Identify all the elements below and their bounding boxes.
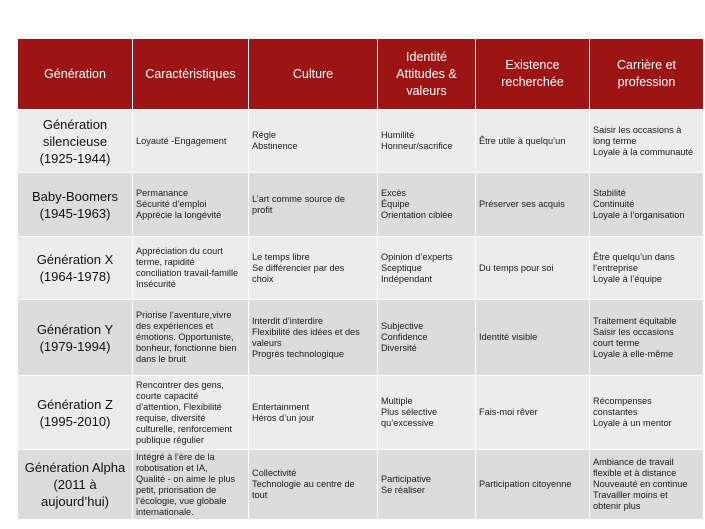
cell-carriere-line: court terme (593, 337, 640, 348)
cell-caracteristiques-line: Insécurité (136, 279, 176, 289)
cell-name-line: Baby-Boomers (32, 188, 118, 204)
cell-carriere-line: Loyale à l’équipe (593, 273, 662, 284)
cell-identite-line: Équipe (381, 199, 410, 209)
cell-caracteristiques-line: publique régulier (136, 434, 204, 445)
cell-existence (476, 376, 590, 450)
header-identite-line: Identité (405, 49, 447, 64)
cell-culture (249, 237, 378, 300)
cell-culture-line: Le temps libre (252, 251, 310, 262)
header-existence (476, 39, 590, 110)
cell-caracteristiques-line: requise, diversité (136, 412, 206, 423)
cell-carriere-line: flexible et à distance (593, 468, 677, 478)
cell-identite-line: Excès (381, 188, 407, 198)
cell-carriere-line: constantes (593, 407, 638, 417)
cell-caracteristiques-line: Permanance (136, 188, 189, 198)
cell-carriere-line: Traitement équitable (593, 315, 677, 326)
table-row (18, 450, 704, 520)
cell-name-line: silencieuse (42, 133, 108, 149)
cell-carriere-line: Travailler moins et (593, 490, 668, 500)
cell-identite (378, 376, 476, 450)
cell-caracteristiques-line: robotisation et IA, (136, 462, 208, 473)
cell-name (18, 237, 133, 300)
cell-caracteristiques-line: petit, priorisation de (136, 484, 217, 495)
cell-culture (249, 173, 378, 237)
cell-carriere-line: Saisir les occasions à (593, 124, 682, 135)
table-row (18, 237, 704, 300)
cell-caracteristiques-line: Intégré à l’ère de la (136, 451, 215, 462)
cell-identite-line: Sceptique (381, 262, 422, 273)
cell-name-line: Génération Y (36, 321, 114, 337)
cell-carriere (590, 110, 704, 173)
cell-caracteristiques-line: des expériences et (136, 321, 214, 331)
cell-culture-line: Entertainment (252, 401, 310, 412)
cell-carriere-line: Stabilité (593, 188, 626, 198)
cell-carriere-line: l’entreprise (593, 262, 638, 273)
cell-name-line: (2011 à (53, 477, 97, 492)
cell-culture-line: Se différencier par des (252, 262, 345, 273)
cell-caracteristiques-line: l’écologie, vue globale (136, 495, 227, 506)
cell-culture-line: Abstinence (252, 141, 298, 151)
cell-caracteristiques-line: terme, rapidité (136, 257, 195, 267)
cell-carriere (590, 173, 704, 237)
cell-culture-line: Progrès technologique (252, 348, 344, 359)
cell-identite-line: Humilité (381, 130, 415, 140)
cell-identite (378, 450, 476, 520)
cell-caracteristiques (133, 110, 249, 173)
header-identite-line: Attitudes & (396, 66, 457, 81)
cell-name-line: Génération Z (37, 396, 113, 412)
cell-identite-line: qu’excessive (381, 418, 434, 428)
cell-caracteristiques-line: d’attention, Flexibilité (136, 401, 222, 412)
cell-identite (378, 110, 476, 173)
cell-existence (476, 173, 590, 237)
header-caracteristiques-label: Caractéristiques (145, 66, 236, 81)
cell-carriere-line: Loyale à l’organisation (593, 210, 685, 220)
cell-name (18, 376, 133, 450)
cell-caracteristiques-line: Loyauté -Engagement (136, 135, 227, 146)
cell-carriere (590, 237, 704, 300)
cell-carriere (590, 450, 704, 520)
cell-identite-line: Opinion d’experts (381, 251, 453, 262)
cell-identite-line: Participative (381, 473, 432, 484)
header-carriere-line: profession (617, 75, 676, 89)
cell-culture-line: Interdit d’interdire (252, 315, 323, 326)
cell-caracteristiques-line: dans le bruit (136, 354, 187, 364)
cell-culture-line: Collectivité (252, 468, 297, 478)
header-identite (378, 39, 476, 110)
cell-identite-line: Diversité (381, 343, 417, 353)
cell-culture-line: Technologie au centre de (252, 479, 355, 489)
cell-carriere-line: Ambiance de travail (593, 457, 674, 467)
cell-carriere-line: obtenir plus (593, 501, 641, 511)
cell-caracteristiques-line: conciliation travail-famille (136, 268, 239, 278)
cell-carriere-line: Saisir les occasions (593, 326, 674, 337)
cell-name (18, 173, 133, 237)
cell-name-line: (1945-1963) (39, 205, 111, 221)
header-generation (18, 39, 133, 110)
cell-name-line: (1964-1978) (39, 269, 111, 284)
cell-culture-line: L’art comme source de (252, 193, 345, 204)
cell-existence-line: Fais-moi rêver (479, 407, 538, 417)
cell-existence-line: Identité visible (479, 332, 538, 342)
cell-caracteristiques-line: courte capacité (136, 390, 199, 401)
cell-name-line: (1995-2010) (39, 413, 111, 429)
cell-identite-line: Orientation ciblée (381, 210, 453, 220)
cell-caracteristiques (133, 300, 249, 376)
cell-caracteristiques-line: Qualité - on aime le plus (136, 473, 236, 484)
cell-carriere-line: Continuité (593, 199, 635, 209)
header-existence-line: Existence (505, 58, 560, 72)
cell-caracteristiques-line: Apprécie la longévité (136, 210, 222, 220)
cell-name-line: Génération (42, 116, 108, 132)
cell-name (18, 110, 133, 173)
cell-culture-line: Flexibilité des idées et des (252, 326, 360, 337)
cell-existence (476, 450, 590, 520)
cell-name-line: (1979-1994) (39, 338, 111, 354)
cell-carriere-line: Récompenses (593, 396, 652, 406)
cell-caracteristiques-line: Rencontrer des gens, (136, 379, 224, 390)
cell-carriere-line: Loyale à la communauté (593, 146, 694, 157)
cell-culture (249, 300, 378, 376)
cell-carriere-line: Nouveauté en continue (593, 479, 688, 489)
header-carriere-line: Carrière et (616, 58, 677, 72)
cell-caracteristiques-line: culturelle, renforcement (136, 423, 233, 434)
table-row (18, 300, 704, 376)
cell-existence-line: Préserver ses acquis (479, 199, 565, 209)
cell-carriere-line: Loyale à elle-même (593, 348, 674, 359)
cell-culture-line: Règle (252, 130, 277, 140)
table-body (18, 110, 704, 520)
cell-identite-line: Indépendant (381, 273, 433, 284)
cell-name-line: aujourd’hui) (41, 494, 109, 509)
cell-name-line: Génération X (36, 252, 114, 267)
cell-carriere-line: long terme (593, 135, 637, 146)
cell-identite (378, 173, 476, 237)
table-row (18, 376, 704, 450)
cell-identite (378, 300, 476, 376)
cell-caracteristiques (133, 237, 249, 300)
cell-identite-line: Subjective (381, 321, 424, 331)
cell-culture-line: Héros d’un jour (252, 412, 315, 423)
cell-culture-line: choix (252, 273, 274, 284)
cell-caracteristiques-line: internationale. (136, 506, 194, 517)
cell-caracteristiques-line: bonheur, fonctionne bien (136, 343, 237, 353)
cell-caracteristiques (133, 376, 249, 450)
cell-culture (249, 450, 378, 520)
cell-culture-line: profit (252, 204, 273, 215)
cell-culture-line: valeurs (252, 337, 282, 348)
header-culture (249, 39, 378, 110)
header-caracteristiques (133, 39, 249, 110)
cell-name (18, 300, 133, 376)
cell-existence (476, 110, 590, 173)
header-culture-label: Culture (292, 66, 334, 81)
cell-identite-line: Confidence (381, 332, 428, 342)
cell-caracteristiques-line: Sécurité d’emploi (136, 199, 207, 209)
cell-identite-line: Se réaliser (381, 484, 425, 495)
generations-table (17, 38, 704, 520)
cell-existence-line: Participation citoyenne (479, 479, 572, 489)
cell-identite-line: Plus sélective (381, 407, 438, 417)
cell-culture-line: tout (252, 490, 268, 500)
cell-name-line: Génération Alpha (24, 460, 126, 475)
cell-existence-line: Du temps pour soi (479, 262, 554, 273)
cell-existence-line: Être utile à quelqu’un (479, 135, 566, 146)
table-row (18, 173, 704, 237)
cell-carriere (590, 300, 704, 376)
header-identite-line: valeurs (406, 83, 447, 98)
cell-identite-line: Honneur/sacrifice (381, 141, 453, 151)
cell-existence (476, 300, 590, 376)
cell-carriere-line: Être quelqu’un dans (593, 251, 675, 262)
cell-name-line: (1925-1944) (39, 150, 111, 166)
cell-caracteristiques (133, 450, 249, 520)
table-row (18, 110, 704, 173)
cell-existence (476, 237, 590, 300)
header-generation-label: Génération (44, 66, 106, 81)
header-row (18, 39, 704, 110)
cell-caracteristiques-line: Appréciation du court (136, 246, 223, 256)
cell-culture (249, 110, 378, 173)
header-existence-line: recherchée (501, 75, 564, 89)
cell-name (18, 450, 133, 520)
cell-identite (378, 237, 476, 300)
cell-caracteristiques (133, 173, 249, 237)
header-carriere (590, 39, 704, 110)
cell-culture (249, 376, 378, 450)
cell-carriere (590, 376, 704, 450)
cell-identite-line: Multiple (381, 396, 413, 406)
cell-caracteristiques-line: Priorise l’aventure,vivre (136, 310, 232, 320)
cell-carriere-line: Loyale à un mentor (593, 418, 672, 428)
cell-caracteristiques-line: émotions. Opportuniste, (136, 332, 234, 342)
